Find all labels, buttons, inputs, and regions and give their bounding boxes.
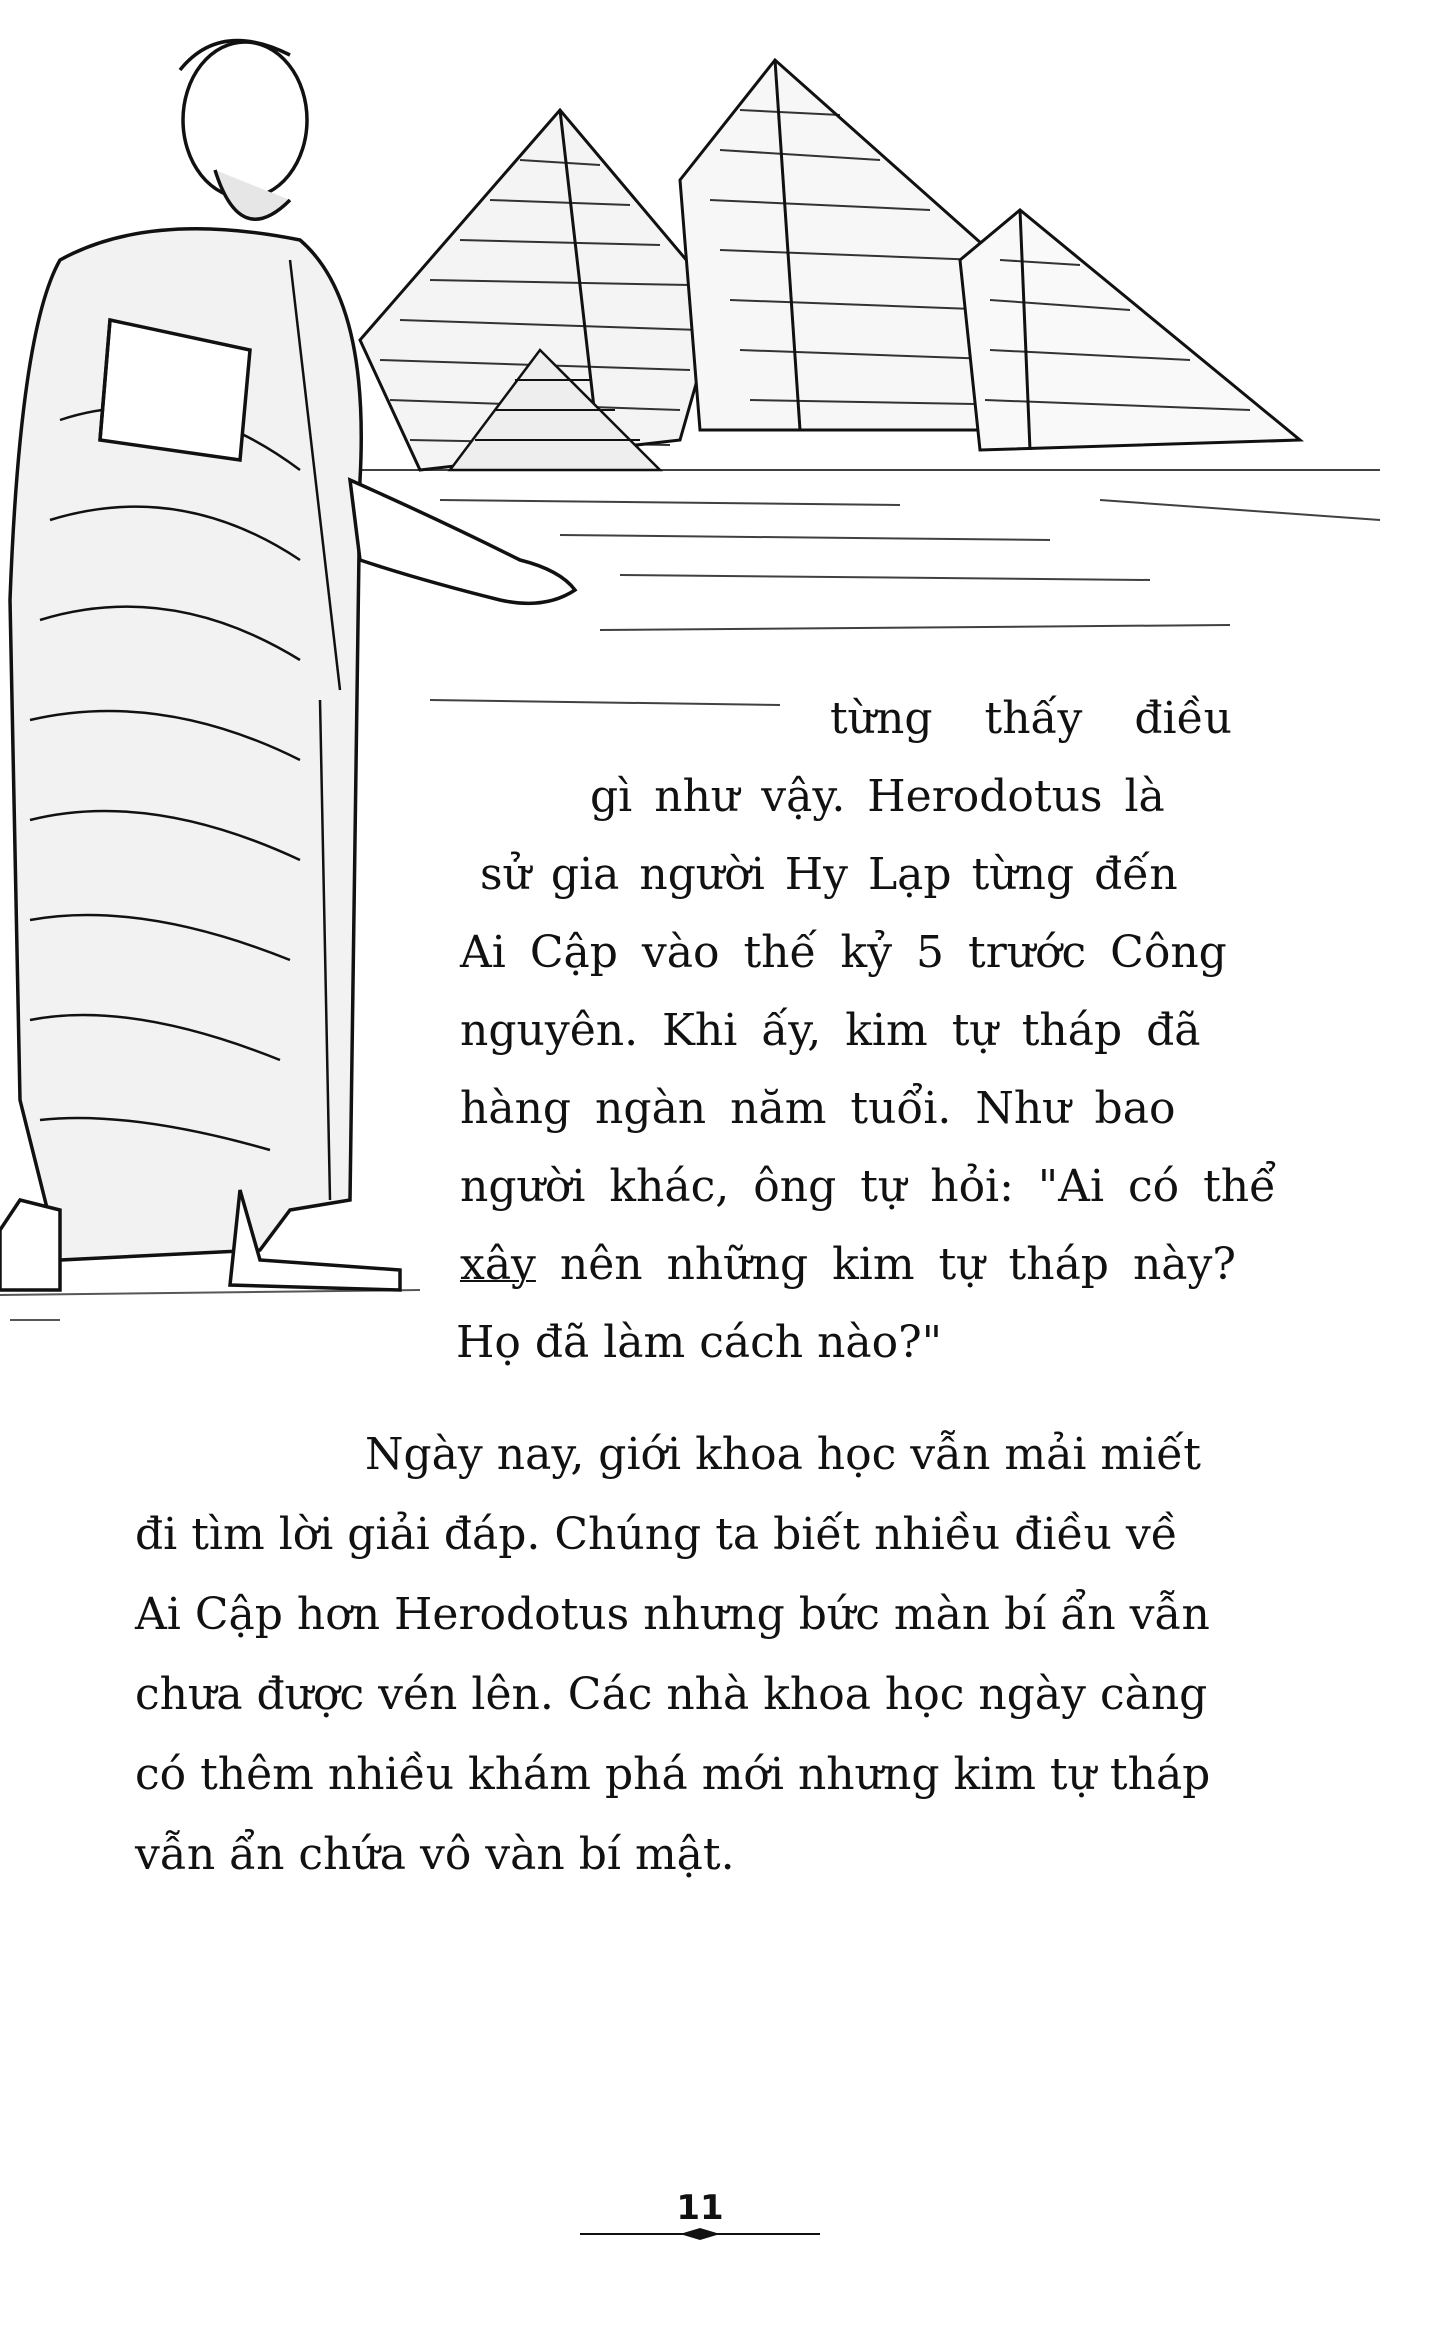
text-line xyxy=(440,1226,1240,1304)
pyramids-icon xyxy=(360,60,1300,470)
text-line: vẫn ẩn chứa vô vàn bí mật. xyxy=(135,1829,735,1880)
text-line: nguyên. Khi ấy, kim tự tháp đã xyxy=(460,1005,1201,1056)
text-line: Ngày nay, giới khoa học vẫn mải miết xyxy=(365,1429,1201,1480)
shadow-lines-icon xyxy=(0,1290,420,1320)
underlined-word: xây xyxy=(460,1239,536,1290)
text-fragment: nên những kim tự tháp này? xyxy=(535,1239,1236,1290)
body-paragraph-1 xyxy=(440,680,1277,1382)
text-line: Ai Cập hơn Herodotus nhưng bức màn bí ẩn vẫn xyxy=(135,1589,1210,1640)
text-line: từng thấy điều xyxy=(830,693,1232,744)
text-line: người khác, ông tự hỏi: "Ai có thể xyxy=(460,1161,1277,1212)
page-ornament-icon xyxy=(580,2226,820,2242)
text-line: có thêm nhiều khám phá mới nhưng kim tự tháp xyxy=(135,1749,1211,1800)
page-number: 11 xyxy=(676,2188,724,2228)
text-line: hàng ngàn năm tuổi. Như bao xyxy=(460,1083,1176,1134)
text-line: sử gia người Hy Lạp từng đến xyxy=(480,849,1178,900)
text-line: Ai Cập vào thế kỷ 5 trước Công xyxy=(460,927,1227,978)
text-line: gì như vậy. Herodotus là xyxy=(590,771,1165,822)
body-paragraph-2 xyxy=(135,1415,1255,1895)
text-line: chưa được vén lên. Các nhà khoa học ngày càng xyxy=(135,1669,1208,1720)
text-line: đi tìm lời giải đáp. Chúng ta biết nhiều điều về xyxy=(135,1509,1178,1560)
text-line: Họ đã làm cách nào?" xyxy=(456,1317,942,1368)
